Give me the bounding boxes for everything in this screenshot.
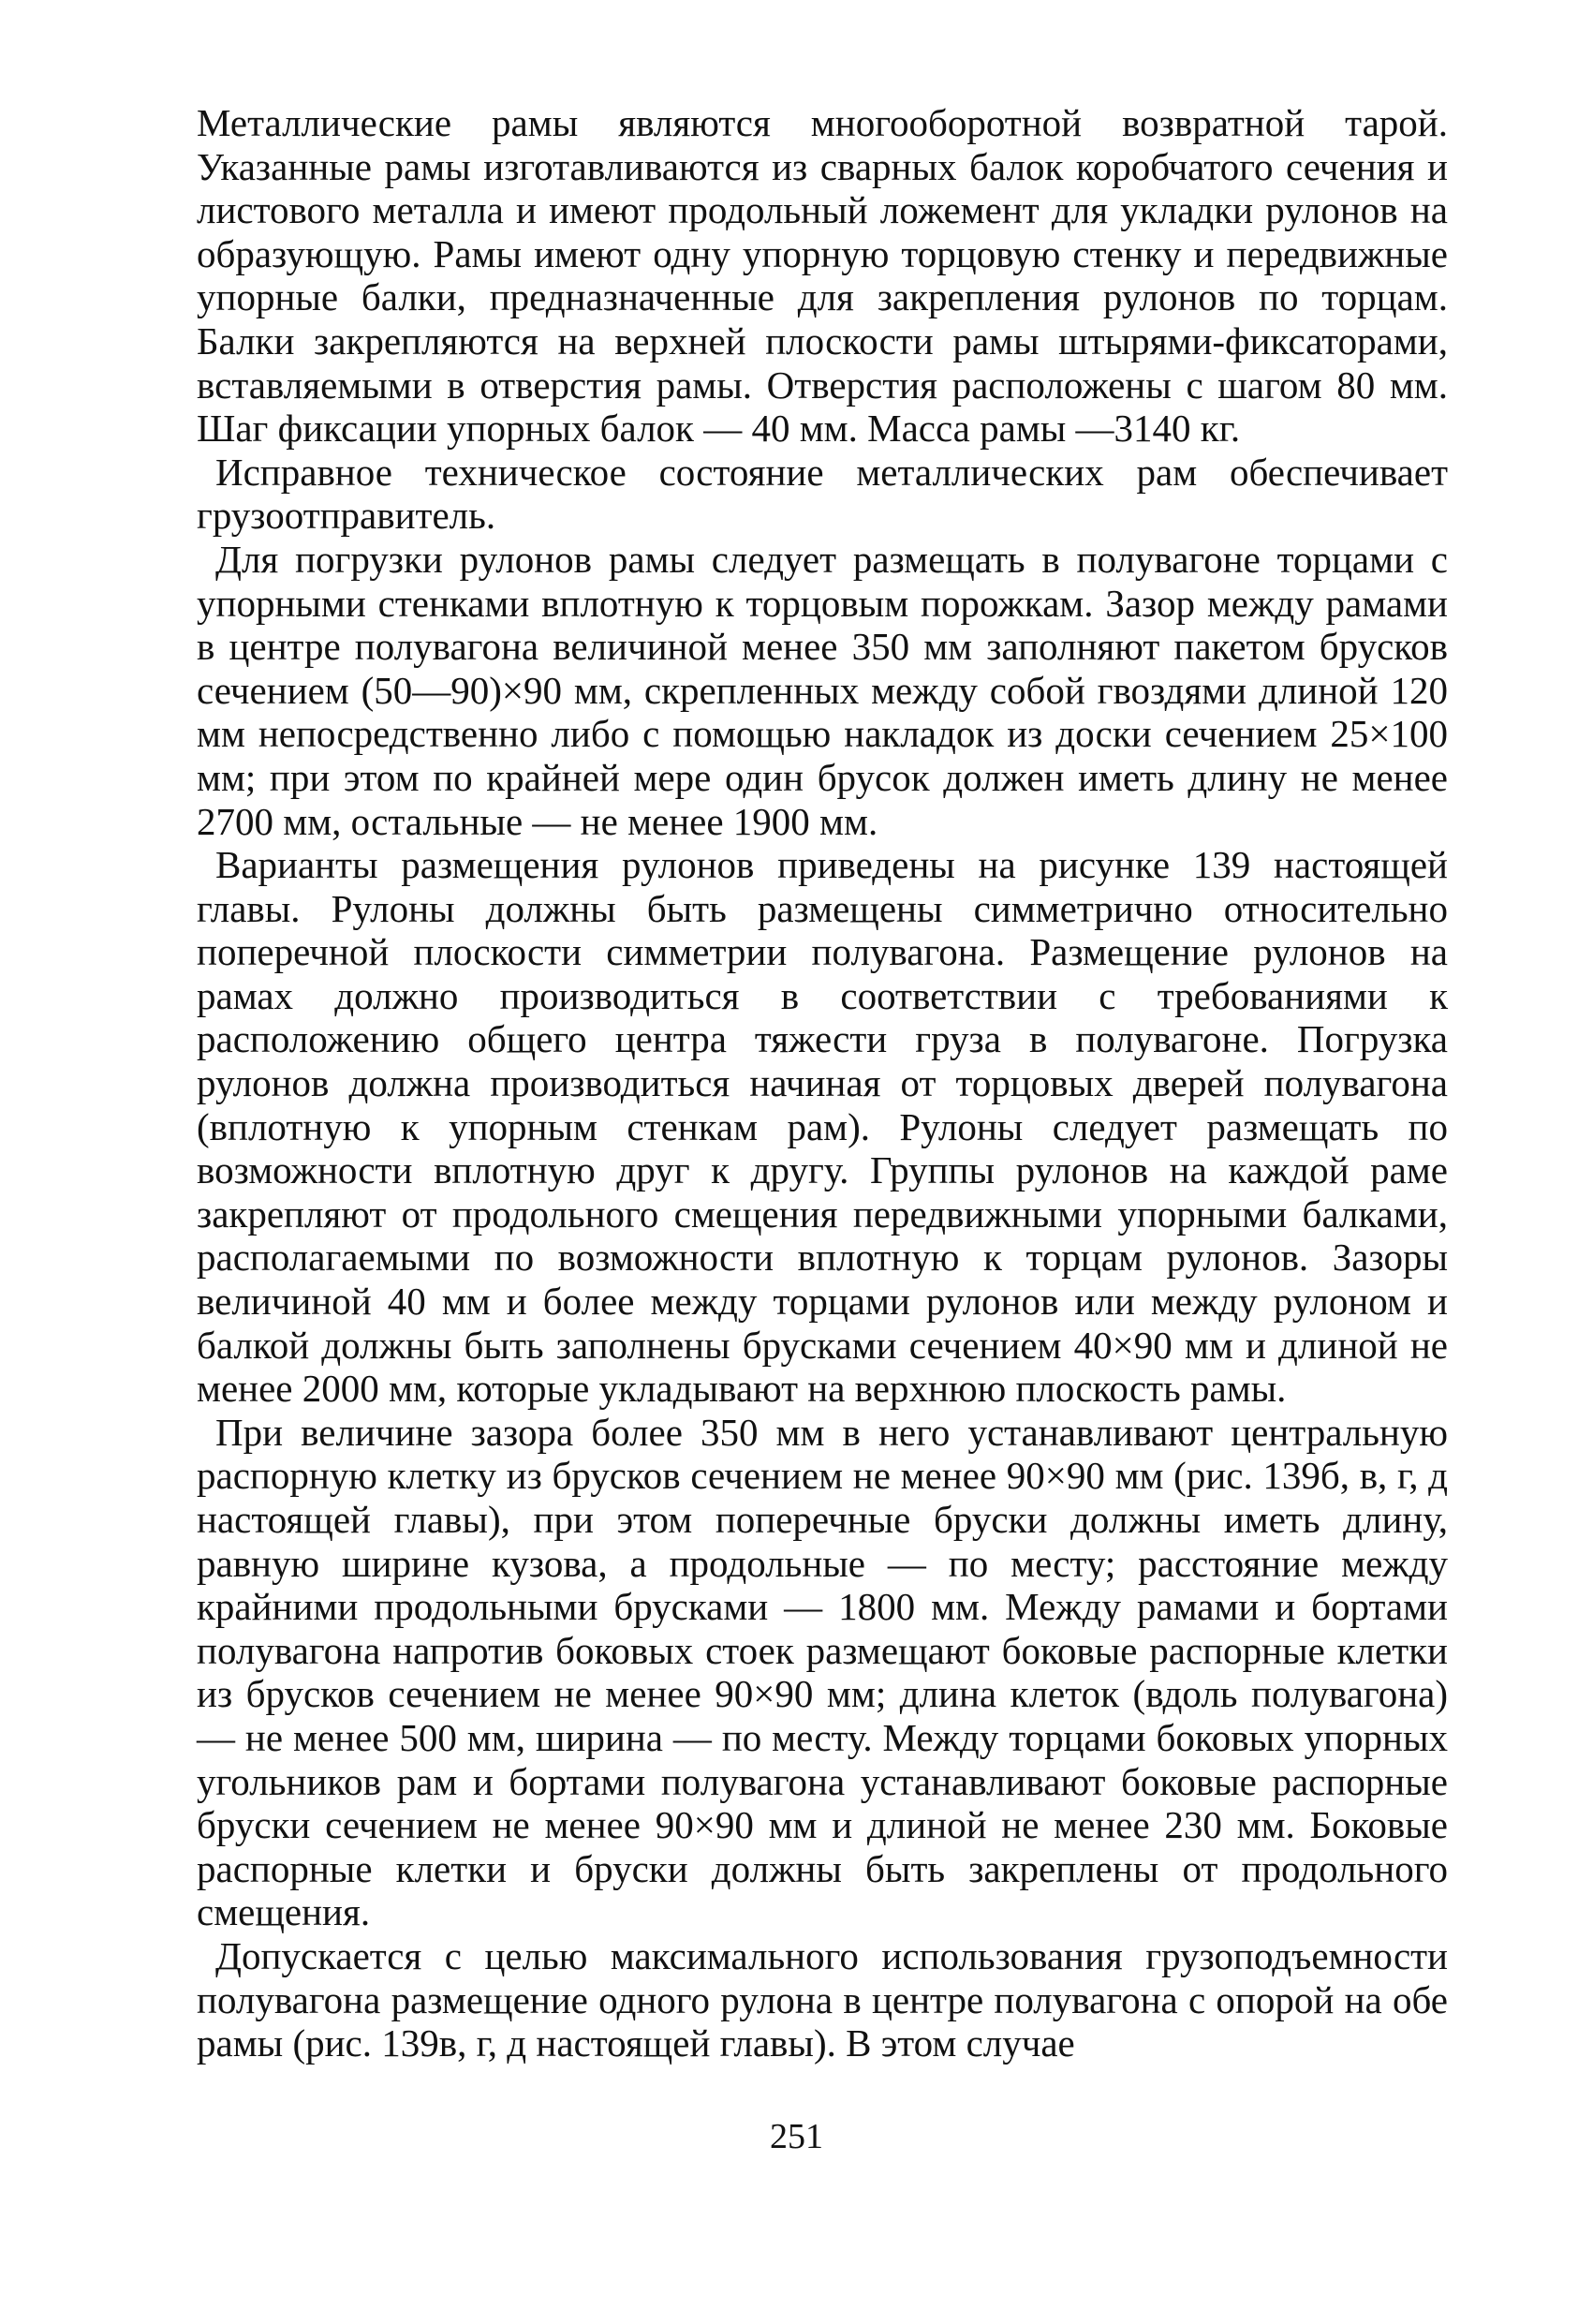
page-number: 251 [770,2117,823,2156]
paragraph-6: Допускается с целью максимального использования грузоподъемности полувагона размещение одного рулона в центре полувагона с опорой на обе рамы (рис. 139в, г, д настоящей главы). В этом случае [197,1933,1448,2065]
page-body [197,101,1448,2065]
paragraph-5: При величине зазора более 350 мм в него устанавливают центральную распорную клетку из брусков сечением не менее 90×90 мм (рис. 139б, в, г, д настоящей главы), при этом поперечные бруски должны иметь длину, равную ширине кузова, а продольные — по месту; расстояние между крайними продольными брусками — 1800 мм. Между рамами и бортами полувагона напротив боковых стоек размещают боковые распорные клетки из брусков сечением не менее 90×90 мм; длина клеток (вдоль полувагона) — не менее 500 мм, ширина — по месту. Между торцами боковых упорных угольников рам и бортами полувагона устанавливают боковые распорные бруски сечением не менее 90×90 мм и длиной не менее 230 мм. Боковые распорные клетки и бруски должны быть закреплены от продольного смещения. [197,1410,1448,1934]
paragraph-4: Варианты размещения рулонов приведены на рисунке 139 настоящей главы. Рулоны должны быть размещены симметрично относительно поперечной плоскости симметрии полувагона. Размещение рулонов на рамах должно производиться в соответствии с требованиями к расположению общего центра тяжести груза в полувагоне. Погрузка рулонов должна производиться начиная от торцовых дверей полувагона (вплотную к упорным стенкам рам). Рулоны следует размещать по возможности вплотную друг к другу. Группы рулонов на каждой раме закрепляют от продольного смещения передвижными упорными балками, располагаемыми по возможности вплотную к торцам рулонов. Зазоры величиной 40 мм и более между торцами рулонов или между рулоном и балкой должны быть заполнены брусками сечением 40×90 мм и длиной не менее 2000 мм, которые укладывают на верхнюю плоскость рамы. [197,843,1448,1411]
paragraph-3: Для погрузки рулонов рамы следует размещать в полувагоне торцами с упорными стенками вплотную к торцовым порожкам. Зазор между рамами в центре полувагона величиной менее 350 мм заполняют пакетом брусков сечением (50—90)×90 мм, скрепленных между собой гвоздями длиной 120 мм непосредственно либо с помощью накладок из доски сечением 25×100 мм; при этом по крайней мере один брусок должен иметь длину не менее 2700 мм, остальные — не менее 1900 мм. [197,537,1448,843]
paragraph-2: Исправное техническое состояние металлических рам обеспечивает грузоотправитель. [197,450,1448,538]
paragraph-1: Металлические рамы являются многооборотной возвратной тарой. Указанные рамы изготавливаются из сварных балок коробчатого сечения и листового металла и имеют продольный ложемент для укладки рулонов на образующую. Рамы имеют одну упорную торцовую стенку и передвижные упорные балки, предназначенные для закрепления рулонов по торцам. Балки закрепляются на верхней плоскости рамы штырями-фиксаторами, вставляемыми в отверстия рамы. Отверстия расположены с шагом 80 мм. Шаг фиксации упорных балок — 40 мм. Масса рамы —3140 кг. [197,101,1448,451]
